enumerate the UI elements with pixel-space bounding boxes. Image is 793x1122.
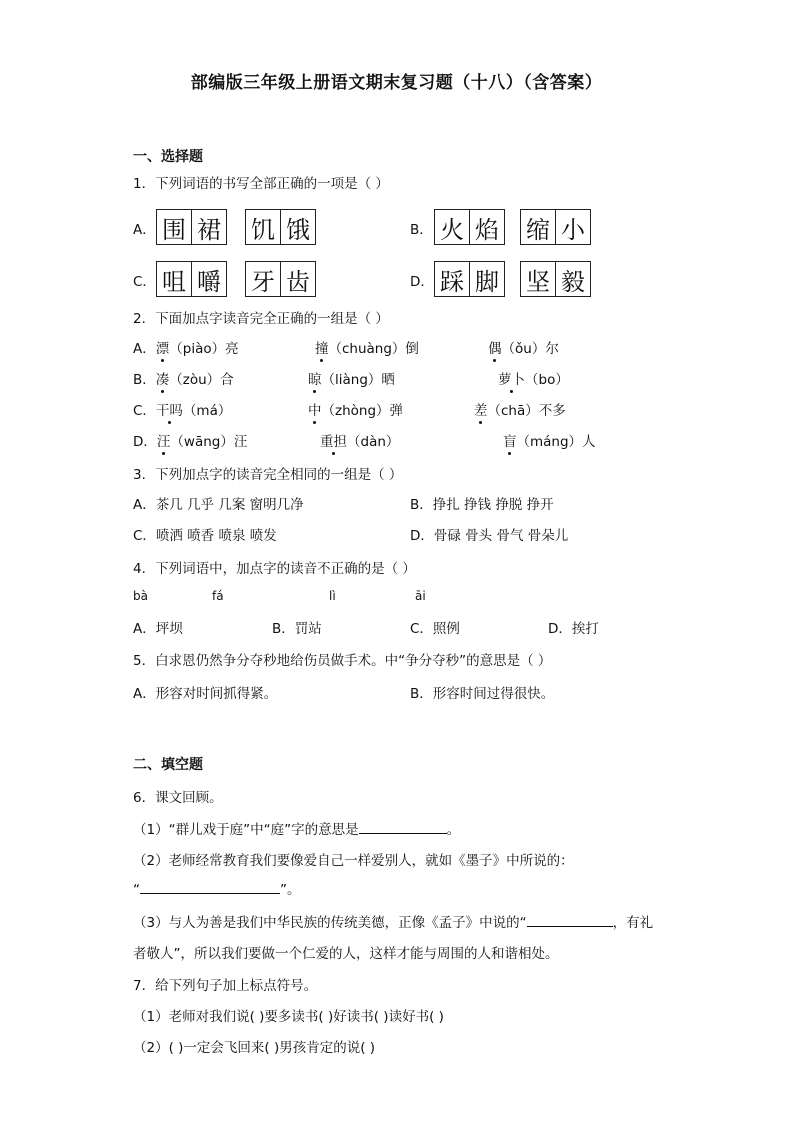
q1-option-c-word2-grid (245, 261, 316, 297)
q3-option-c: C．喷洒 喷香 喷泉 喷发 (133, 528, 277, 544)
q4-pinyin-a: bà (133, 589, 148, 603)
tian-cell: 焰 (469, 210, 504, 244)
q6-part1-end: 。 (446, 822, 461, 838)
q3-option-a: A．茶几 几乎 几案 窗明几净 (133, 497, 304, 513)
q3-option-b: B．挣扎 挣钱 挣脱 挣开 (410, 497, 554, 513)
pinyin-text: （zòu）合 (169, 372, 234, 388)
tian-cell: 小 (555, 210, 590, 244)
section-heading-choice: 一、选择题 (133, 149, 203, 165)
q2-option-b (133, 368, 234, 388)
tian-cell: 火 (440, 215, 464, 244)
q7-sentence2: （2）( )一定会飞回来( )男孩肯定的说( ) (133, 1040, 376, 1056)
dotted-char: 重担 (320, 434, 347, 450)
tian-cell: 脚 (469, 262, 504, 296)
q2-stem: 2．下面加点字读音完全正确的一组是（ ） (133, 311, 389, 327)
q2-option-a-col3 (488, 337, 559, 357)
dotted-char: 汪 (156, 434, 171, 450)
q7-sentence1: （1）老师对我们说( )要多读书( )好读书( )读好书( ) (133, 1009, 444, 1025)
page-title: 部编版三年级上册语文期末复习题（十八）（含答案） (190, 73, 603, 93)
q2-option-c-col3 (474, 399, 566, 419)
pinyin-text: （zhòng）弹 (321, 403, 404, 419)
q5-stem: 5．白求恩仍然争分夺秒地给伤员做手术。中“争分夺秒”的意思是（ ） (133, 653, 552, 669)
dotted-char: 晾 (308, 372, 322, 388)
q1-option-b-label: B． (410, 222, 433, 238)
q1-option-a-label: A． (133, 222, 156, 238)
tian-cell: 牙 (251, 267, 275, 296)
dotted-char: 撞 (315, 341, 329, 357)
q6-part3-text: （3）与人为善是我们中华民族的传统美德，正像《孟子》中说的“ (133, 915, 527, 931)
q4-option-b: B．罚站 (272, 621, 322, 637)
pinyin-text: （piào）亮 (169, 341, 239, 357)
q2-option-d (133, 430, 247, 450)
dotted-char: 萝卜 (498, 372, 525, 388)
q4-pinyin-c: lì (329, 589, 336, 603)
pinyin-text: （má） (182, 403, 232, 419)
dotted-char: 盲 (503, 434, 517, 450)
pinyin-text: （ǒu）尔 (501, 341, 559, 357)
q5-option-b: B．形容时间过得很快。 (410, 686, 555, 702)
q4-pinyin-d: āi (415, 589, 426, 603)
q6-part3 (133, 911, 653, 931)
q6-part3-cont: 者敬人”，所以我们要做一个仁爱的人，这样才能与周围的人和谐相处。 (133, 946, 559, 962)
answer-blank[interactable] (527, 914, 613, 927)
answer-blank[interactable] (140, 881, 280, 894)
tian-cell: 坚 (526, 267, 550, 296)
pinyin-text: （chuàng）倒 (328, 341, 419, 357)
q4-option-c: C．照例 (410, 621, 460, 637)
option-label: A． (133, 341, 156, 357)
q1-option-a-word1-grid (156, 209, 227, 245)
option-label: B． (133, 372, 156, 388)
q1-option-b-word2-grid (520, 209, 591, 245)
tian-cell: 缩 (526, 215, 550, 244)
q1-option-d-word2-grid (520, 261, 591, 297)
q2-option-c-col2 (308, 399, 403, 419)
dotted-char: 凑 (155, 372, 170, 388)
tian-cell: 围 (162, 215, 186, 244)
q4-pinyin-b: fá (212, 589, 224, 603)
q4-stem: 4．下列词语中，加点字的读音不正确的是（ ） (133, 561, 416, 577)
q5-option-a: A．形容对时间抓得紧。 (133, 686, 278, 702)
q6-part1-text: （1）“群儿戏于庭”中“庭”字的意思是 (133, 822, 359, 838)
quote-open: “ (133, 882, 140, 898)
q2-option-c (133, 399, 231, 419)
q6-stem: 6．课文回顾。 (133, 790, 223, 806)
section-heading-fill: 二、填空题 (133, 757, 203, 773)
q1-option-d-word1-grid (434, 261, 505, 297)
q2-option-a-col2 (315, 337, 419, 357)
q2-option-d-col3 (503, 430, 596, 450)
tian-cell: 毅 (555, 262, 590, 296)
tian-cell: 嚼 (191, 262, 226, 296)
q1-stem: 1．下列词语的书写全部正确的一项是（ ） (133, 176, 389, 192)
answer-blank[interactable] (359, 821, 447, 834)
quote-close: ”。 (280, 882, 301, 898)
pinyin-text: （máng）人 (516, 434, 596, 450)
q1-option-c-label: C． (133, 274, 156, 290)
tian-cell: 踩 (440, 267, 464, 296)
pinyin-text: （bo） (525, 372, 569, 388)
q1-option-a-word2-grid (245, 209, 316, 245)
q3-stem: 3．下列加点字的读音完全相同的一组是（ ） (133, 467, 403, 483)
q4-option-d: D．挨打 (548, 621, 599, 637)
pinyin-text: （liàng）晒 (321, 372, 395, 388)
q7-stem: 7．给下列句子加上标点符号。 (133, 978, 318, 994)
q1-option-c-word1-grid (156, 261, 227, 297)
q4-option-a: A．坪坝 (133, 621, 183, 637)
option-label: D． (133, 434, 157, 450)
tian-cell: 饥 (251, 215, 275, 244)
q1-option-b-word1-grid (434, 209, 505, 245)
q3-option-d: D．骨碌 骨头 骨气 骨朵儿 (410, 528, 569, 544)
q6-part2: （2）老师经常教育我们要像爱自己一样爱别人，就如《墨子》中所说的： (133, 853, 574, 869)
dotted-char: 漂 (155, 341, 170, 357)
tian-cell: 裙 (191, 210, 226, 244)
dotted-char: 干吗 (155, 403, 183, 419)
q2-option-b-col2 (308, 368, 395, 388)
q2-option-a (133, 337, 239, 357)
pinyin-text: （dàn） (347, 434, 400, 450)
tian-cell: 咀 (162, 267, 186, 296)
option-label: C． (133, 403, 156, 419)
dotted-char: 偶 (488, 341, 502, 357)
dotted-char: 差 (474, 403, 488, 419)
pinyin-text: （wāng）汪 (170, 434, 248, 450)
q6-part3-text2: ，有礼 (612, 915, 654, 931)
q1-option-d-label: D． (410, 274, 434, 290)
pinyin-text: （chā）不多 (487, 403, 566, 419)
q2-option-d-col2 (320, 430, 399, 450)
q2-option-b-col3 (498, 368, 569, 388)
q6-part2-answer (133, 878, 301, 898)
q6-part1 (133, 818, 460, 838)
tian-cell: 饿 (280, 210, 315, 244)
dotted-char: 中 (308, 403, 322, 419)
tian-cell: 齿 (280, 262, 315, 296)
